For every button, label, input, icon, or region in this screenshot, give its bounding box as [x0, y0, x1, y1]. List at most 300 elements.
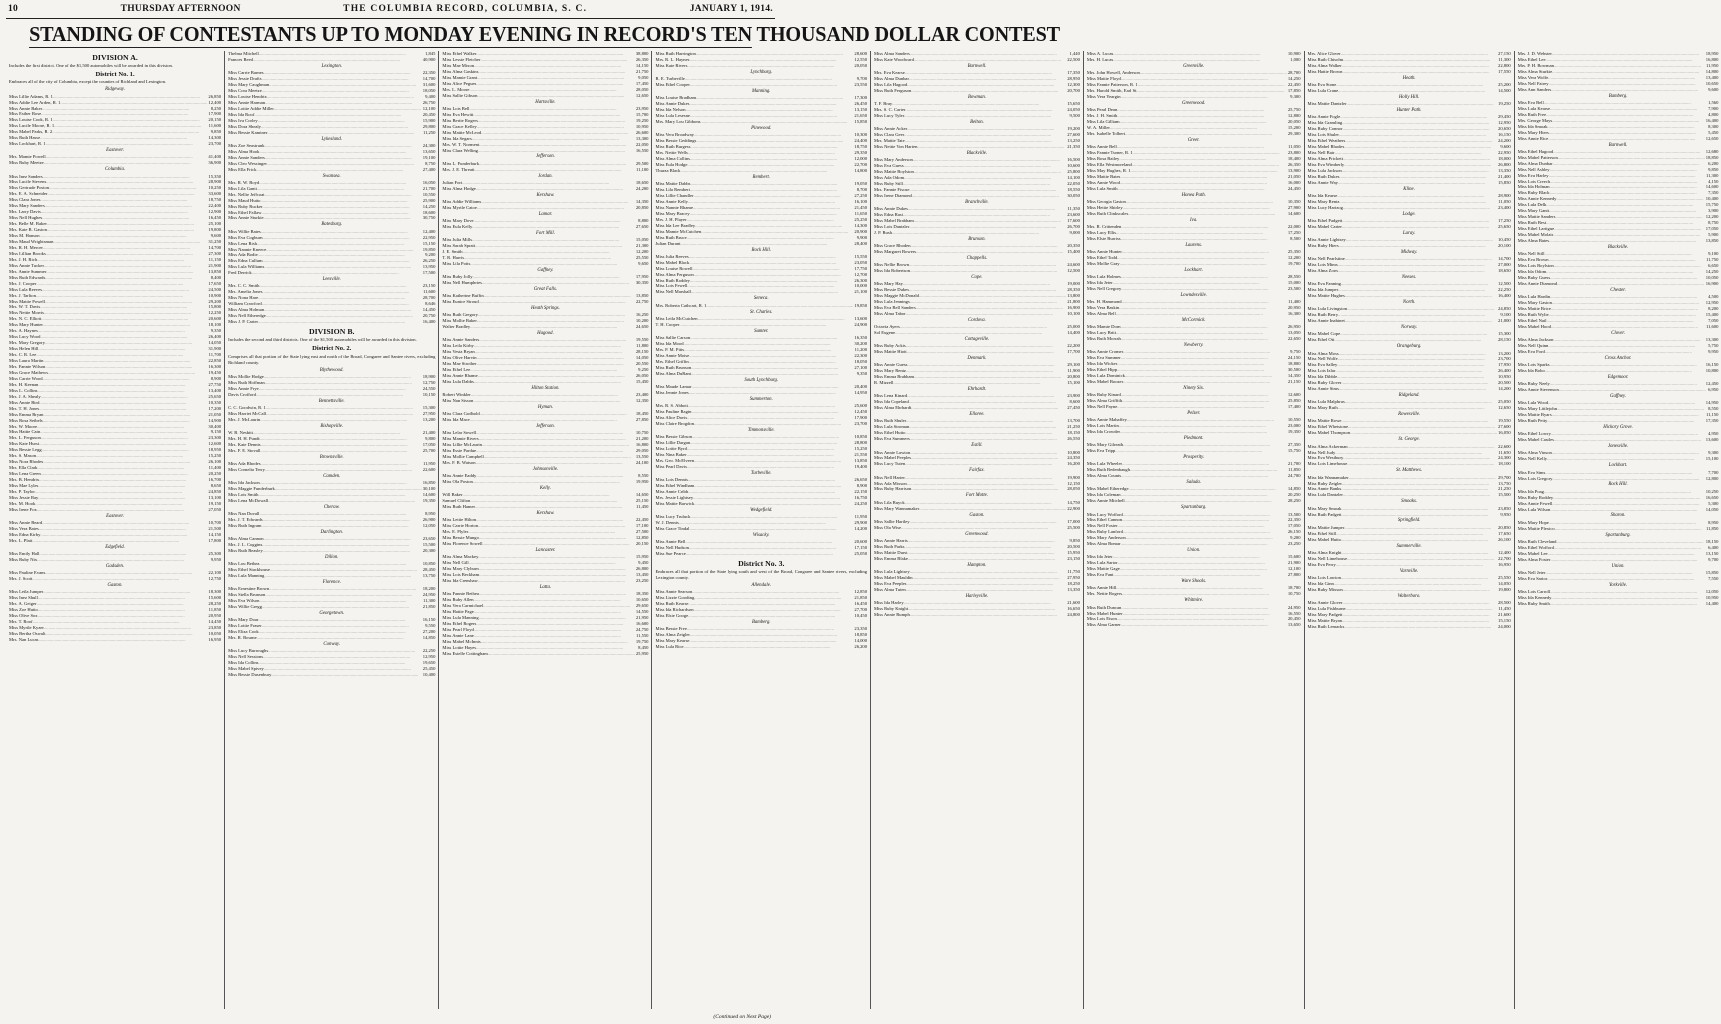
contestant-name: Miss Eva Cogburn	[228, 234, 263, 240]
contestant-name: Miss Eva Wimberly	[1307, 161, 1345, 167]
contestant-entry	[874, 144, 1080, 150]
contestant-name: Mrs. J. Cooper	[9, 280, 37, 286]
contestant-entry	[442, 186, 648, 192]
town-heading: Prosperity.	[1183, 455, 1205, 461]
contestant-name: Miss Ruth Morrah	[1086, 336, 1121, 342]
vote-count: 13,200	[1498, 350, 1511, 356]
vote-count: 27,150	[1498, 51, 1511, 56]
contestant-name: Miss Lucile Moore, R. 1	[9, 123, 55, 129]
contestant-name: Miss Vera Broadway	[655, 132, 694, 138]
vote-count: 29,350	[854, 150, 868, 155]
leader-dots	[1350, 430, 1497, 436]
vote-count: 24,250	[854, 500, 868, 506]
vote-count: 18,350	[635, 591, 649, 597]
contestant-entry	[1308, 88, 1511, 94]
vote-count: 8,950	[425, 510, 436, 516]
vote-count: 12,650	[635, 92, 649, 98]
contestant-name: Miss Essie Pardue	[442, 448, 477, 454]
contestant-name: Miss Mabel Mauldin	[874, 574, 913, 580]
town-heading: St. George.	[1398, 437, 1420, 443]
contestant-name: Mrs. W. T. Davis	[9, 304, 41, 310]
leader-dots	[1117, 404, 1287, 410]
vote-count: 16,650	[1067, 605, 1080, 611]
vote-count: 4,500	[1708, 294, 1719, 300]
leader-dots	[264, 573, 421, 579]
contestant-name: Miss Alma Bomar	[1086, 541, 1121, 547]
vote-count: 15,500	[422, 541, 436, 547]
leader-dots	[476, 460, 635, 466]
vote-count: 27,450	[1067, 405, 1080, 411]
contestant-name: Mrs. J. H. Player	[655, 216, 687, 222]
contestant-name: Miss Lillian Brooks	[9, 250, 46, 256]
vote-count: 8,600	[1069, 399, 1080, 405]
vote-count: 13,550	[635, 454, 649, 460]
contestant-name: Miss Alma Walker	[1307, 62, 1342, 68]
vote-count: 20,900	[854, 228, 868, 234]
contestant-name: Miss Alma Hook	[228, 148, 260, 154]
contestant-name: T. H. Cooper	[655, 321, 680, 327]
vote-count: 24,550	[422, 385, 436, 391]
vote-count: 21,050	[1287, 173, 1301, 179]
vote-count: 14,900	[208, 417, 222, 423]
contestant-name: Miss Alma Garner	[1086, 622, 1121, 628]
town-heading: Seneca.	[753, 296, 769, 302]
contestant-entry	[1087, 57, 1301, 63]
town-heading: Hunter Path.	[1396, 108, 1422, 114]
town-heading: Bamberg.	[1608, 93, 1628, 99]
leader-dots	[1547, 456, 1705, 462]
vote-count: 18,150	[1067, 430, 1080, 436]
vote-count: 10,900	[1287, 51, 1301, 56]
contestant-name: Miss Emma Brabham	[874, 374, 915, 380]
contestant-entry	[228, 548, 435, 554]
leader-dots	[910, 268, 1066, 274]
contestant-entry	[9, 538, 221, 544]
contestant-name: Miss Alma Collins	[655, 155, 690, 161]
vote-count: 20,850	[635, 204, 649, 210]
vote-count: 18,150	[1705, 538, 1719, 544]
contestant-name: Miss Lillie McLaurin	[442, 442, 482, 448]
vote-count: 26,850	[208, 93, 222, 99]
vote-count: 15,000	[1287, 280, 1301, 286]
vote-count: 14,050	[1705, 506, 1719, 512]
town-heading: Laurens.	[1185, 242, 1203, 248]
vote-count: 11,850	[1288, 467, 1301, 473]
contestant-name: Miss Ethel Wofford	[1517, 544, 1554, 550]
contestant-name: Miss Harriet McCall	[228, 410, 267, 416]
vote-count: 24,700	[1287, 473, 1301, 479]
contestant-name: Miss Clara Welling	[442, 147, 478, 153]
contestant-entry	[655, 168, 867, 174]
vote-count: 11,150	[208, 256, 222, 262]
contestant-name: Miss May Hughes, R. 1	[1086, 167, 1131, 173]
vote-count: 22,200	[1067, 343, 1080, 349]
vote-count: 22,250	[422, 648, 436, 654]
contestant-name: Mrs. Isabelle Tolbert	[1086, 130, 1126, 136]
vote-count: 21,200	[635, 436, 649, 442]
contestant-entry	[1518, 456, 1719, 462]
leader-dots	[482, 541, 634, 547]
vote-count: 24,500	[208, 286, 222, 292]
vote-count: 25,350	[1287, 249, 1301, 254]
column-6	[1084, 51, 1305, 1009]
vote-count: 23,250	[635, 578, 649, 584]
contestant-name: Miss Lula Reeves	[9, 286, 42, 292]
vote-count: 26,800	[1498, 161, 1511, 167]
issue-date: JANUARY 1, 1914.	[689, 4, 773, 14]
leader-dots	[44, 160, 208, 166]
contestant-entry	[228, 604, 435, 610]
contestant-name: R. Mizzell	[874, 380, 894, 386]
contestant-name: Miss Eula Hodge	[655, 161, 688, 167]
vote-count: 10,300	[854, 132, 868, 138]
vote-count: 17,450	[635, 80, 649, 86]
district-heading: District No. 1.	[95, 70, 135, 78]
vote-count: 17,600	[1067, 217, 1080, 223]
contestant-name: Miss Ruth Chisolm	[1307, 56, 1344, 62]
contestant-name: Miss Mollie Campbell	[442, 454, 484, 460]
vote-count: 12,600	[1287, 392, 1301, 398]
vote-count: 23,700	[1498, 356, 1511, 362]
newspaper-name: THE COLUMBIA RECORD, COLUMBIA, S. C.	[343, 4, 588, 14]
contestant-name: Miss Sallie Gibson	[442, 92, 478, 98]
contestant-name: Miss Annie Mahaffey	[1086, 417, 1127, 423]
contestant-name: Miss Mabel Boozer	[1086, 379, 1124, 385]
vote-count: 1,845	[425, 51, 436, 56]
contestant-name: Miss Lucy Hartzog	[1307, 204, 1343, 210]
contestant-name: Miss Eva Harley	[1517, 172, 1549, 178]
vote-count: 23,400	[635, 392, 649, 398]
contestant-name: Miss Lila Gantt	[228, 185, 257, 191]
contestant-entry	[442, 324, 648, 330]
contestant-name: Miss Mattie Brice	[1517, 306, 1551, 312]
vote-count: 9,300	[1290, 93, 1301, 99]
contestant-name: Miss Alma Griffith	[1086, 398, 1123, 404]
vote-count: 11,400	[208, 465, 222, 471]
contestant-name: Miss Clara Godbold	[442, 411, 480, 417]
contestant-name: Miss Emma Bryan	[9, 411, 44, 417]
vote-count: 18,050	[854, 358, 868, 364]
contestant-name: Miss Grace Kelley	[442, 123, 477, 129]
contestant-entry	[1308, 293, 1511, 299]
contestant-name: Miss Eva Stone	[1307, 82, 1337, 88]
vote-count: 16,400	[422, 319, 436, 325]
town-heading: Lykesland.	[321, 136, 342, 142]
contestant-name: Miss Lula Dabbs	[442, 379, 474, 385]
contestant-entry	[655, 421, 867, 427]
contestant-name: Miss Lila Hagood	[874, 82, 908, 88]
town-heading: Piedmont.	[1183, 436, 1204, 442]
contestant-name: Mrs. Nettie Wells	[655, 150, 688, 155]
leader-dots	[472, 224, 635, 230]
vote-count: 22,600	[1498, 443, 1511, 449]
contestant-name: Miss Annie Bell	[655, 538, 686, 544]
vote-count: 25,100	[208, 221, 222, 227]
town-heading: Ninety Six.	[1183, 385, 1205, 391]
contestant-name: Mrs. Fannie Fiscue	[874, 186, 910, 192]
contestant-name: Miss Lula Rice	[655, 643, 684, 649]
vote-count: 16,650	[1705, 494, 1719, 500]
vote-count: 14,850	[422, 634, 436, 640]
contestant-name: Miss Ethel Padgett	[1307, 217, 1343, 223]
contestant-name: Miss Myrtle Catoe	[442, 204, 477, 210]
leader-dots	[478, 578, 635, 584]
vote-count: 17,750	[854, 265, 868, 271]
contestant-name: Miss Alma Mackey	[442, 554, 479, 560]
contestant-name: Miss Lillie Adams, R. 1	[9, 93, 53, 99]
contestant-name: Mrs. Roberta Cathcart, R. 1	[655, 302, 707, 308]
contestant-name: Miss Ruth Dukes	[1307, 173, 1340, 179]
town-heading: Manning.	[751, 88, 771, 94]
leader-dots	[476, 186, 635, 192]
contestant-entry	[1087, 541, 1301, 547]
contestant-name: Miss Mary Rentz	[1307, 198, 1340, 204]
vote-count: 27,350	[1287, 442, 1301, 448]
contestant-name: Miss Cora Meetze	[228, 87, 262, 93]
vote-count: 26,400	[208, 334, 222, 340]
vote-count: 21,700	[1287, 461, 1301, 467]
vote-count: 16,950	[208, 636, 222, 642]
town-heading: Springfield.	[1397, 518, 1421, 524]
contestant-name: Miss Lucile Stevens	[9, 179, 47, 185]
leader-dots	[482, 280, 635, 286]
contestant-name: Miss Cleo Wessinger	[228, 160, 267, 166]
vote-count: 9,200	[425, 252, 436, 258]
vote-count: 11,650	[1498, 449, 1511, 455]
contestant-name: Miss Ruth Ingram	[228, 522, 262, 528]
town-heading: Barnwell.	[1608, 142, 1628, 148]
contestant-entry	[228, 57, 435, 63]
contestant-name: Miss Ruby Roddey	[1517, 494, 1554, 500]
contestant-entry	[874, 461, 1080, 467]
vote-count: 21,100	[854, 289, 868, 295]
contestant-name: Miss Vera Yeargin	[1086, 93, 1121, 99]
vote-count: 29,500	[635, 160, 649, 166]
contestant-name: Miss Annie Sturkie	[228, 215, 264, 221]
vote-count: 14,300	[854, 222, 868, 228]
contestant-name: Miss Ella Frick	[228, 166, 257, 172]
vote-count: 23,350	[854, 625, 868, 631]
vote-count: 16,900	[1067, 305, 1080, 311]
vote-count: 11,750	[1705, 257, 1719, 263]
vote-count: 15,600	[208, 595, 222, 601]
contestant-name: Mrs. J. D. Webster	[1517, 51, 1552, 56]
contestant-name: Miss Nannie Kneece	[228, 246, 267, 252]
vote-count: 4,800	[1708, 111, 1719, 117]
vote-count: 12,750	[208, 576, 222, 582]
vote-count: 10,000	[854, 283, 868, 289]
contestant-name: Walter Bradley	[442, 324, 471, 330]
vote-count: 28,550	[1287, 274, 1301, 280]
leader-dots	[1347, 101, 1498, 107]
vote-count: 12,200	[1705, 214, 1719, 220]
vote-count: 12,500	[1498, 281, 1511, 287]
contestant-name: Mrs. W. Moore	[9, 423, 38, 429]
vote-count: 25,500	[1067, 524, 1080, 530]
leader-dots	[1550, 557, 1707, 563]
contestant-name: Miss Ruth Burgess	[655, 144, 691, 150]
contestant-name: Mrs. J. Tarlton	[9, 292, 36, 298]
leader-dots	[1551, 87, 1707, 93]
vote-count: 19,550	[635, 337, 649, 343]
vote-count: 14,400	[1067, 330, 1080, 336]
contestant-entry	[874, 405, 1080, 411]
contestant-name: Miss Lula Hardin	[1517, 294, 1551, 300]
vote-count: 11,250	[422, 129, 436, 135]
contestant-name: Miss Annie Harman	[228, 99, 266, 105]
contestant-name: Miss M. Hanson	[9, 233, 40, 239]
vote-count: 21,900	[1287, 560, 1301, 566]
town-heading: Lodge.	[1402, 211, 1416, 217]
leader-dots	[37, 557, 210, 563]
vote-count: 21,600	[1498, 611, 1511, 617]
contestant-name: Miss Ethel Walker	[442, 51, 477, 56]
contestant-name: Miss Nell Kelly	[1517, 456, 1548, 462]
vote-count: 26,800	[635, 566, 649, 572]
contestant-name: Miss Lula Jackson	[1307, 167, 1342, 173]
leader-dots	[1123, 379, 1287, 385]
vote-count: 12,450	[854, 408, 868, 414]
town-heading: Orangeburg.	[1396, 344, 1422, 350]
contestant-name: Miss Mary Hope	[1517, 519, 1549, 525]
vote-count: 14,750	[1067, 499, 1080, 505]
contestant-name: Miss Mary Gantt	[1517, 208, 1550, 214]
contestant-name: Miss Carrie Wood	[9, 375, 43, 381]
contestant-name: Miss Ruth Wylie	[1517, 311, 1549, 317]
contestant-name: Miss Mattie Plexico	[1517, 525, 1555, 531]
vote-count: 17,250	[1498, 217, 1511, 223]
contestant-entry	[442, 578, 648, 584]
contestant-name: Miss Mattie Jumper	[1307, 524, 1345, 530]
vote-count: 22,150	[854, 488, 868, 494]
vote-count: 6,200	[1708, 160, 1719, 166]
contestant-name: Miss Ruth Free	[1517, 111, 1547, 117]
contestant-name: Miss Ethel Lowry	[1517, 431, 1551, 437]
vote-count: 27,900	[1287, 204, 1301, 210]
vote-count: 11,350	[1067, 206, 1080, 212]
contestant-name: Miss Alma Tabor	[874, 311, 906, 317]
vote-count: 13,150	[854, 107, 868, 113]
vote-count: 8,400	[210, 274, 222, 280]
vote-count: 25,700	[422, 447, 436, 453]
contestant-name: Miss Nell Bair	[1307, 150, 1335, 155]
contestant-name: Miss Annie Kelly	[655, 198, 688, 204]
vote-count: 8,750	[425, 160, 436, 166]
leader-dots	[1559, 387, 1707, 393]
vote-count: 8,450	[638, 645, 649, 650]
vote-count: 41,400	[208, 154, 222, 160]
vote-count: 15,350	[208, 173, 222, 179]
leader-dots	[1555, 526, 1705, 532]
vote-count: 19,700	[1287, 260, 1301, 266]
vote-count: 28,050	[1067, 486, 1080, 492]
vote-count: 15,250	[854, 445, 868, 451]
contestant-name: Miss Ruby Still	[874, 181, 903, 187]
contestant-name: T. F. Bray	[874, 101, 893, 107]
contestant-name: Miss Ida Holman	[1517, 184, 1550, 190]
contestant-name: Miss Ruby Harrison	[874, 486, 912, 492]
contestant-name: Miss Nannie Rhame	[655, 204, 693, 210]
vote-count: 15,050	[635, 237, 649, 243]
vote-count: 23,000	[1287, 423, 1301, 429]
leader-dots	[1557, 281, 1705, 287]
contestant-name: Miss Hettie Shirley	[1086, 204, 1123, 210]
vote-count: 27,950	[422, 410, 436, 416]
leader-dots	[1121, 236, 1290, 242]
vote-count: 24,650	[635, 324, 649, 330]
contestant-entry	[442, 93, 648, 99]
contestant-name: Miss Annie Cromer	[1086, 349, 1124, 355]
vote-count: 15,100	[1705, 456, 1719, 462]
contestant-name: Miss Kate Hurst	[9, 441, 40, 447]
leader-dots	[687, 464, 854, 470]
contestant-name: Miss Mabel Hunter	[1086, 610, 1123, 616]
contestant-name: Miss Mary Caughman	[228, 82, 270, 88]
vote-count: 15,850	[1705, 569, 1719, 575]
vote-count: 14,500	[1498, 87, 1511, 93]
vote-count: 27,600	[1498, 424, 1511, 430]
contestant-name: Miss Vera Baskin	[1086, 305, 1120, 311]
contestant-name: Mrs. T. Roof	[9, 619, 33, 625]
leader-dots	[264, 215, 422, 221]
contestant-name: Miss Annie Diamond	[1517, 280, 1557, 286]
contestant-entry	[1087, 498, 1301, 504]
vote-count: 20,600	[854, 538, 868, 544]
vote-count: 19,250	[635, 117, 649, 123]
town-heading: Brownsville.	[319, 454, 344, 460]
vote-count: 15,750	[1705, 202, 1719, 208]
contestant-name: Miss Vera Wolfe	[1517, 74, 1549, 80]
contestant-name: Miss Alma Zorn	[1307, 268, 1338, 274]
leader-dots	[258, 319, 422, 325]
vote-count: 17,050	[1287, 523, 1301, 529]
column-1	[6, 51, 225, 1009]
vote-count: 12,200	[635, 249, 649, 254]
vote-count: 28,050	[635, 86, 649, 92]
contestant-name: Miss Annie Rice	[1517, 135, 1549, 141]
contestant-entry	[1308, 205, 1511, 211]
contestant-entry	[1087, 448, 1301, 454]
vote-count: 11,050	[1288, 144, 1301, 150]
contestant-entry	[1087, 261, 1301, 267]
contestant-entry	[1308, 243, 1511, 249]
contestant-name: Miss Bessie Dusenbury	[228, 671, 272, 677]
town-heading: Blackville.	[1607, 245, 1629, 250]
contestant-name: Miss Alma Sanders	[874, 51, 910, 56]
vote-count: 24,300	[422, 142, 436, 148]
contestant-name: Miss Sarah Spratt	[442, 243, 476, 249]
vote-count: 12,750	[422, 379, 436, 385]
town-heading: Walterboro.	[1397, 593, 1421, 599]
contestant-name: Miss Lula Stroman	[874, 424, 910, 430]
town-heading: Lockhart.	[1608, 463, 1628, 469]
contestant-entry	[9, 637, 221, 643]
vote-count: 8,800	[638, 217, 649, 223]
vote-count: 12,550	[854, 56, 868, 62]
contestant-name: Miss Ida Jumper	[1307, 287, 1339, 293]
vote-count: 27,500	[635, 529, 649, 535]
contestant-name: Miss Mattie Boylston	[874, 169, 914, 175]
vote-count: 27,800	[1287, 572, 1301, 578]
contestant-name: Miss Ida Kennedy	[1517, 594, 1552, 600]
vote-count: 16,300	[208, 364, 222, 369]
leader-dots	[700, 119, 853, 125]
contestant-name: Mrs. L. Ferguson	[9, 435, 41, 441]
contestant-name: Miss Jessie Drafts	[228, 76, 262, 82]
leader-dots	[907, 349, 1067, 355]
vote-count: 21,850	[422, 603, 436, 609]
section-intro: Includes the second and third districts. One of the $1,500 automobiles will be awarded in this division.	[228, 337, 417, 343]
